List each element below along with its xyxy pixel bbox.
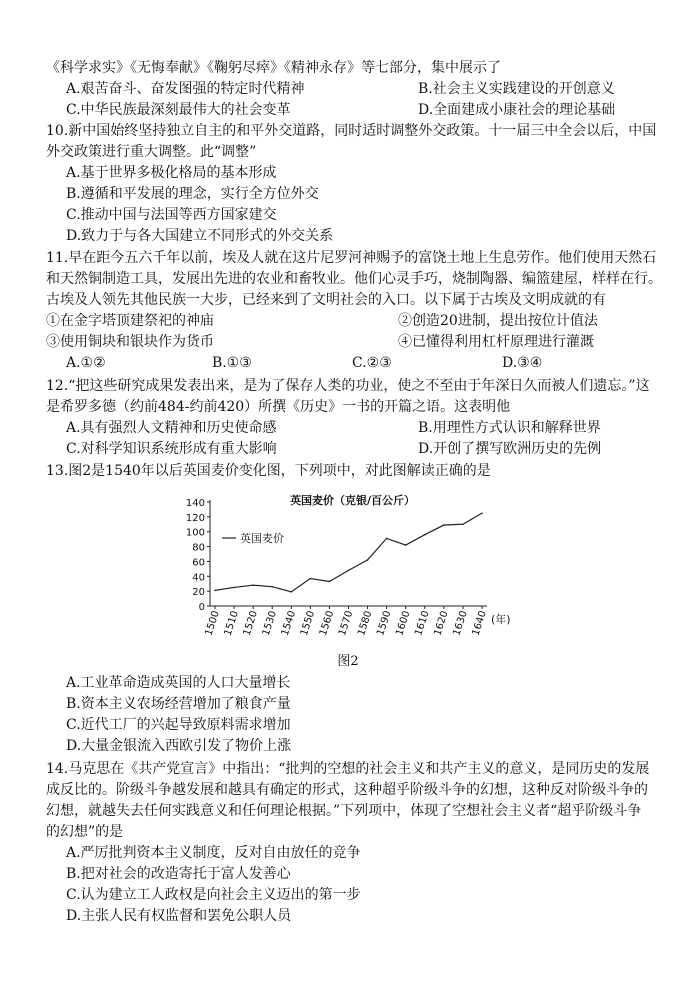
y-tick-label: 80	[192, 542, 205, 554]
q9-stem: 《科学求实》《无悔奉献》《鞠躬尽瘁》《精神永存》等七部分，集中展示了	[46, 60, 501, 76]
data-point	[290, 591, 292, 593]
q11-option-a[interactable]: A.①②	[66, 355, 106, 371]
y-tick-label: 140	[185, 498, 205, 509]
series-line	[215, 513, 482, 592]
q13-option-d[interactable]: D.大量金银流入西欧引发了物价上涨	[66, 738, 292, 754]
data-point	[271, 586, 273, 588]
chart-x-ticks	[204, 606, 489, 637]
q9-option-b[interactable]: B.社会主义实践建设的开创意义	[418, 81, 615, 97]
q14-stem-3: 幻想，就越失去任何实践意义和任何理论根据。”下列项中，体现了空想社会主义者“超乎阶级斗争	[46, 803, 642, 819]
data-point	[405, 544, 407, 546]
y-tick-label: 120	[185, 512, 205, 524]
q14-stem-1: 14.马克思在《共产党宣言》中指出：“批判的空想的社会主义和共产主义的意义，是同历史的发展	[46, 761, 650, 777]
data-point	[252, 584, 254, 586]
q10-option-b[interactable]: B.遵循和平发展的理念，实行全方位外交	[66, 186, 319, 202]
chart-title: 英国麦价（克银/百公斤）	[290, 494, 416, 507]
q10-option-a[interactable]: A.基于世界多极化格局的基本形成	[66, 165, 277, 181]
wheat-price-chart	[182, 488, 522, 643]
x-tick-label: 1610	[413, 609, 432, 638]
x-tick-label: 1630	[451, 609, 470, 638]
q9-options-row1	[66, 79, 666, 100]
q10-stem-2: 外交政策进行重大调整。此“调整”	[46, 144, 257, 160]
q12-options-row2	[66, 439, 666, 460]
q11-stem-3: 古埃及人领先其他民族一大步，已经来到了文明社会的入口。以下属于古埃及文明成就的有	[46, 292, 606, 308]
x-tick-label: 1530	[260, 609, 280, 638]
q14-option-d[interactable]: D.主张人民有权监督和罢免公职人员	[66, 908, 292, 924]
q11-item-2: ②创造20进制，提出按位计值法	[398, 313, 598, 329]
q12-option-d[interactable]: D.开创了撰写欧洲历史的先例	[418, 441, 602, 457]
data-point	[233, 587, 235, 589]
q9-option-d[interactable]: D.全面建成小康社会的理论基础	[418, 102, 616, 118]
q11-items-row2	[46, 332, 666, 353]
q9-option-a[interactable]: A.艰苦奋斗、奋发图强的特定时代精神	[66, 81, 305, 97]
x-tick-label: 1640	[470, 609, 489, 638]
q11-option-d[interactable]: D.③④	[502, 355, 543, 371]
x-tick-label: 1620	[432, 609, 451, 638]
data-point	[462, 523, 464, 525]
chart-series	[214, 512, 483, 592]
q9-option-c[interactable]: C.中华民族最深刻最伟大的社会变革	[66, 102, 291, 118]
x-tick-label: 1520	[241, 609, 260, 638]
data-point	[329, 581, 331, 583]
x-tick-label: 1600	[394, 609, 413, 638]
q11-stem-1: 11.早在距今五六千年以前，埃及人就在这片尼罗河神赐予的富饶土地上生息劳作。他们使用天然石	[46, 250, 657, 266]
q12-options-row1	[66, 418, 666, 439]
data-point	[310, 578, 312, 580]
x-tick-label: 1570	[337, 609, 356, 638]
data-point	[367, 559, 369, 561]
q14-stem-2: 成反比的。阶级斗争越发展和越具有确定的形式，这种超乎阶级斗争的幻想，这种反对阶级斗争的	[46, 782, 648, 798]
q11-option-c[interactable]: C.②③	[352, 355, 392, 371]
x-tick-label: 1580	[356, 609, 375, 638]
x-tick-label: 1550	[298, 609, 318, 638]
q12-stem-2: 是希罗多德（约前484-约前420）所撰《历史》一书的开篇之语。这表明他	[46, 399, 511, 415]
q11-item-1: ①在金字塔顶建祭祀的神庙	[46, 313, 214, 329]
q13-option-c[interactable]: C.近代工厂的兴起导致原料需求增加	[66, 717, 291, 733]
q10-option-d[interactable]: D.致力于与各大国建立不同形式的外交关系	[66, 228, 334, 244]
q10-stem-1: 10.新中国始终坚持独立自主的和平外交道路，同时适时调整外交政策。十一届三中全会以后，中国	[46, 123, 657, 139]
q12-option-c[interactable]: C.对科学知识系统形成有重大影响	[66, 441, 277, 457]
q13-stem: 13.图2是1540年以后英国麦价变化图，下列项中，对此图解读正确的是	[46, 463, 491, 479]
q12-option-b[interactable]: B.用理性方式认识和解释世界	[418, 420, 601, 436]
chart-x-unit: (年)	[491, 613, 511, 626]
q14-option-b[interactable]: B.把对社会的改造寄托于富人发善心	[66, 866, 291, 882]
q11-item-3: ③使用铜块和银块作为货币	[46, 334, 214, 350]
x-tick-label: 1540	[279, 609, 299, 638]
data-point	[214, 590, 216, 592]
q12-stem-1: 12.“把这些研究成果发表出来，是为了保存人类的功业，使之不至由于年深日久而被人们遗忘。”这	[46, 378, 650, 394]
q10-option-c[interactable]: C.推动中国与法国等西方国家建交	[66, 207, 277, 223]
chart-y-ticks	[186, 498, 210, 613]
data-point	[424, 534, 426, 536]
q14-option-a[interactable]: A.严厉批判资本主义制度，反对自由放任的竞争	[66, 845, 361, 861]
q11-stem-2: 和天然铜制造工具，发展出先进的农业和畜牧业。他们心灵手巧，烧制陶器、编篮建屋，样样在行。	[46, 271, 662, 287]
chart-legend	[222, 531, 284, 545]
y-tick-label: 40	[192, 572, 205, 584]
q13-option-b[interactable]: B.资本主义农场经营增加了粮食产量	[66, 696, 291, 712]
legend-label: 英国麦价	[240, 532, 284, 545]
data-point	[481, 512, 483, 514]
x-tick-label: 1500	[203, 609, 222, 638]
q11-items-row1	[46, 311, 666, 332]
y-tick-label: 100	[185, 527, 205, 539]
x-tick-label: 1510	[222, 609, 241, 638]
figure-caption: 图2	[337, 654, 359, 669]
x-tick-label: 1590	[375, 609, 394, 638]
q13-option-a[interactable]: A.工业革命造成英国的人口大量增长	[66, 675, 291, 691]
data-point	[386, 538, 388, 540]
x-tick-label: 1560	[317, 609, 337, 638]
y-tick-label: 0	[198, 602, 205, 613]
q11-option-b[interactable]: B.①③	[212, 355, 252, 371]
q14-option-c[interactable]: C.认为建立工人政权是向社会主义迈出的第一步	[66, 887, 361, 903]
q9-options-row2	[66, 100, 666, 121]
data-point	[443, 524, 445, 526]
q11-item-4: ④已懂得利用杠杆原理进行灌溉	[398, 334, 594, 350]
y-tick-label: 20	[192, 587, 205, 599]
q12-option-a[interactable]: A.具有强烈人文精神和历史使命感	[66, 420, 277, 436]
data-point	[348, 570, 350, 572]
q14-stem-4: 的幻想”的是	[46, 824, 124, 840]
y-tick-label: 60	[192, 557, 205, 569]
